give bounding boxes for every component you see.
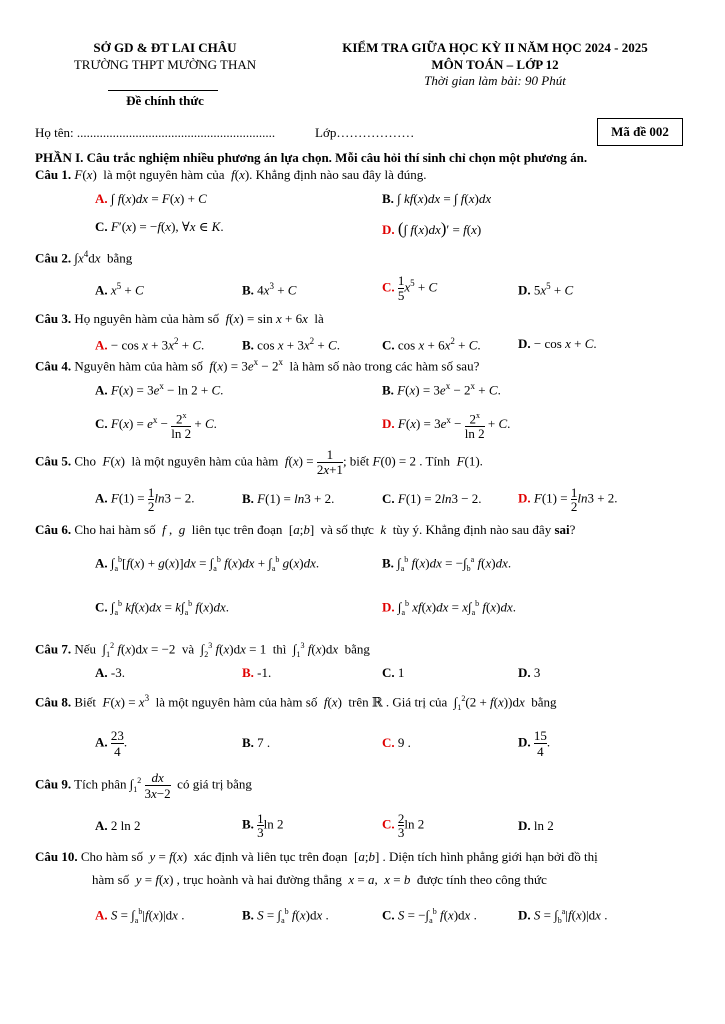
- q2-option-a[interactable]: A. $x^5 + C$: [95, 281, 144, 298]
- q1-option-b[interactable]: B. ∫ kf(x)dx = ∫ f(x)dx: [382, 191, 492, 206]
- q2-option-b[interactable]: B. $4x^3 + C$: [242, 281, 297, 298]
- q7-option-a[interactable]: A. -3.: [95, 665, 125, 680]
- duration: Thời gian làm bài: 90 Phút: [424, 73, 566, 88]
- q7-option-c[interactable]: C. 1: [382, 665, 405, 680]
- q9-option-a[interactable]: A. 2 ln 2: [95, 818, 141, 833]
- q7-option-b[interactable]: B. -1.: [242, 665, 272, 680]
- question-10-line2: hàm số y = f(x) , trục hoành và hai đường thẳng x = a, x = b được tính theo công thức: [92, 872, 547, 887]
- q10-option-c[interactable]: C. $S = -\int_a^b$ f(x)dx .: [382, 907, 477, 925]
- q6-option-a[interactable]: A. $\int_a^b[f(x) + g(x)]dx = \int_a^b$ $f(x)dx + \int_a^b$ g(x)dx.: [95, 555, 320, 573]
- q8-option-d[interactable]: D. $\frac{15}{4}$ .: [518, 728, 551, 759]
- official-label: Đề chính thức: [126, 93, 204, 108]
- question-8: Câu 8. Biết $F(x) = x^3$ là một nguyên hàm của hàm số f(x) trên ℝ . Giá trị của $\int_1^2(2 + f(x))dx$ bằng: [35, 693, 557, 712]
- header-divider: [108, 90, 218, 91]
- q9-option-d[interactable]: D. ln 2: [518, 818, 554, 833]
- q3-option-a[interactable]: A. − $\cos x + 3x^2 + C$.: [95, 336, 205, 353]
- department-name: SỞ GD & ĐT LAI CHÂU: [93, 40, 237, 55]
- exam-title: KIỂM TRA GIỮA HỌC KỲ II NĂM HỌC 2024 - 2025: [342, 40, 648, 55]
- q9-option-c[interactable]: C. $\frac{2}{3}$ ln 2: [382, 811, 425, 840]
- q4-option-d[interactable]: D. $F(x) = 3e^x$ − $\frac{2^x}{\ln 2}$ + C.: [382, 411, 511, 442]
- q4-option-a[interactable]: A. $F(x) = 3e^x - \ln 2 + C$.: [95, 381, 224, 398]
- student-name-field[interactable]: Họ tên: .............................................................: [35, 125, 276, 140]
- q10-option-a[interactable]: A. $S = \int_a^b|f(x)|dx$ .: [95, 907, 185, 925]
- q10-option-b[interactable]: B. $S = \int_a^b$ f(x)dx .: [242, 907, 329, 925]
- subject-title: MÔN TOÁN – LỚP 12: [431, 57, 559, 72]
- question-7: Câu 7. Nếu $\int_1^2$ f(x)dx = −2 và $\int_2^3$ f(x)dx = 1 thì $\int_1^3$ f(x)dx bằng: [35, 641, 370, 659]
- question-10: Câu 10. Cho hàm số y = f(x) xác định và liên tục trên đoạn [a;b] . Diện tích hình phẳng giới hạn bởi đồ thị: [35, 849, 598, 864]
- q8-option-b[interactable]: B. 7 .: [242, 735, 271, 750]
- exam-code-box: Mã đề 002: [597, 118, 683, 146]
- q3-option-d[interactable]: D. − cos x + C.: [518, 336, 597, 351]
- question-label: Câu 1.: [35, 167, 72, 182]
- question-6: Câu 6. Cho hai hàm số f , g liên tục trên đoạn [a;b] và số thực k tùy ý. Khẳng định nào sau đây sai?: [35, 522, 576, 537]
- q3-option-b[interactable]: B. $\cos x + 3x^2 + C$.: [242, 336, 340, 353]
- q6-option-b[interactable]: B. $\int_a^b$ $f(x)dx = -\int_b^a$ f(x)dx.: [382, 555, 512, 573]
- question-4: Câu 4. Nguyên hàm của hàm số $f(x) = 3e^x - 2^x$ là hàm số nào trong các hàm số sau?: [35, 357, 480, 374]
- q5-option-b[interactable]: B. F(1) = ln3 + 2.: [242, 491, 335, 506]
- q6-option-c[interactable]: C. $\int_a^b$ $kf(x)dx = k\int_a^b$ f(x)dx.: [95, 599, 230, 617]
- q2-option-d[interactable]: D. $5x^5 + C$: [518, 281, 574, 298]
- school-name: TRƯỜNG THPT MƯỜNG THAN: [73, 57, 257, 72]
- q8-option-c[interactable]: C. 9 .: [382, 735, 411, 750]
- q1-option-a[interactable]: A. ∫ f(x)dx = F(x) + C: [95, 191, 207, 206]
- q10-option-d[interactable]: D. $S = \int_b^a|f(x)|dx$ .: [518, 907, 608, 925]
- q5-option-d[interactable]: D. F(1) = $\frac{1}{2}$ ln3 + 2.: [518, 485, 618, 514]
- q6-option-d[interactable]: D. $\int_a^b$ $xf(x)dx = x\int_a^b$ f(x)dx.: [382, 599, 517, 617]
- student-class-field[interactable]: Lớp………………: [315, 125, 415, 140]
- q3-option-c[interactable]: C. $\cos x + 6x^2 + C$.: [382, 336, 481, 353]
- q9-option-b[interactable]: B. $\frac{1}{3}$ ln 2: [242, 811, 284, 840]
- question-2: Câu 2. $\int x^4dx$ bằng: [35, 249, 133, 266]
- question-9: Câu 9. Tích phân $\int_1^2$ $\frac{dx}{3x-2}$ có giá trị bằng: [35, 770, 252, 801]
- part1-title: PHẦN I. Câu trắc nghiệm nhiều phương án lựa chọn. Mỗi câu hỏi thí sinh chỉ chọn một phương án.: [35, 150, 588, 165]
- q1-option-d[interactable]: D. (∫ f(x)dx)′ = f(x): [382, 219, 482, 238]
- q2-option-c[interactable]: C. $\frac{1}{5}$ $x^5 + C$: [382, 273, 438, 303]
- question-5: Câu 5. Cho F(x) là một nguyên hàm của hàm f(x) = $\frac{1}{2x+1}$ ; biết F(0) = 2 . Tính F(1).: [35, 447, 483, 477]
- q4-option-c[interactable]: C. $F(x) = e^x$ − $\frac{2^x}{\ln 2}$ + C.: [95, 411, 217, 442]
- q4-option-b[interactable]: B. $F(x) = 3e^x - 2^x + C$.: [382, 381, 501, 398]
- question-1: Câu 1. F(x) là một nguyên hàm của f(x). Khẳng định nào sau đây là đúng.: [35, 167, 427, 182]
- q1-option-c[interactable]: C. F′(x) = −f(x), ∀x ∈ K.: [95, 219, 224, 234]
- question-3: Câu 3. Họ nguyên hàm của hàm số f(x) = sin x + 6x là: [35, 311, 324, 326]
- q5-option-c[interactable]: C. F(1) = 2ln3 − 2.: [382, 491, 482, 506]
- q7-option-d[interactable]: D. 3: [518, 665, 541, 680]
- q8-option-a[interactable]: A. $\frac{23}{4}$ .: [95, 728, 128, 759]
- q5-option-a[interactable]: A. F(1) = $\frac{1}{2}$ ln3 − 2.: [95, 485, 195, 514]
